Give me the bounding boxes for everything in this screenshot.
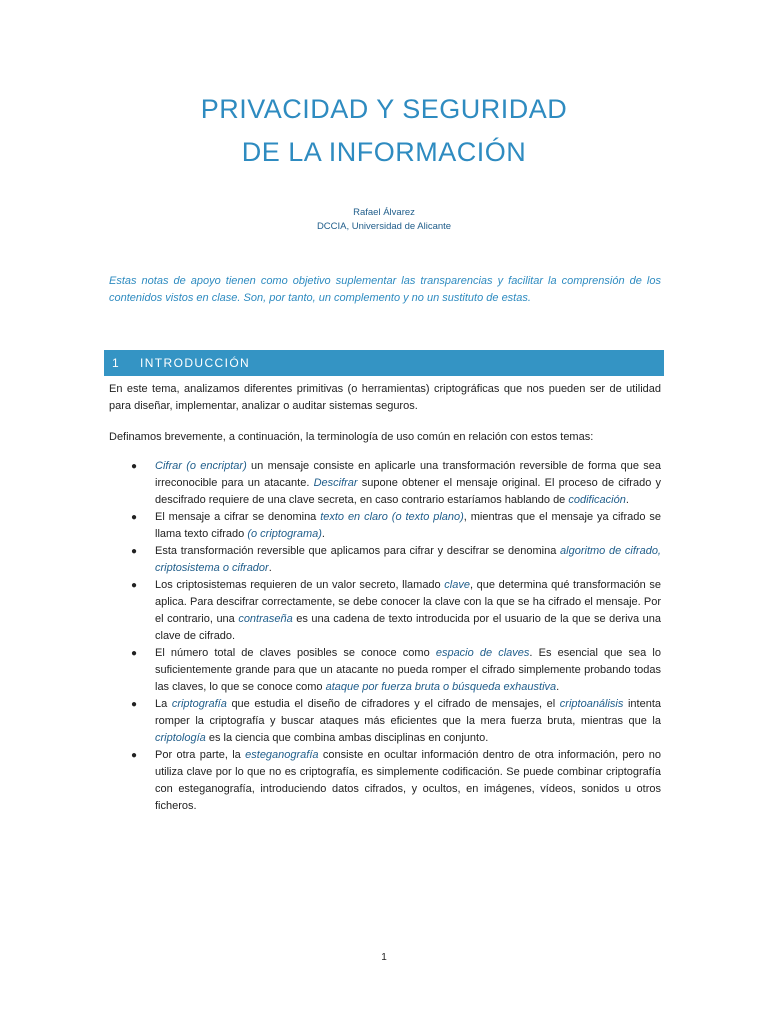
paragraph-definitions: Definamos brevemente, a continuación, la terminología de uso común en relación con estos temas:	[109, 431, 594, 443]
abstract: Estas notas de apoyo tienen como objetivo suplementar las transparencias y facilitar la comprensión de los contenidos vistos en clase. Son, por tanto, un complemento y no un sustituto de estas.	[109, 275, 661, 304]
term-algoritmo-de-cifrado: algoritmo de cifrado, criptosistema o cifrador	[155, 545, 661, 574]
list-item	[109, 577, 661, 645]
term-descifrar: Descifrar	[313, 477, 358, 489]
term-clave: clave	[444, 579, 470, 591]
bullet-icon: ●	[131, 461, 138, 472]
item-text: supone obtener el mensaje original. El proceso de cifrado y descifrado requiere de una clave secreta, en caso contrario estaríamos hablando de	[155, 477, 661, 506]
item-text: , mientras que el mensaje ya cifrado se llama texto cifrado	[155, 511, 662, 540]
list-item	[109, 747, 661, 815]
item-text: es la ciencia que combina ambas disciplinas en conjunto.	[205, 732, 489, 744]
bullet-icon: ●	[131, 580, 138, 591]
list-item	[109, 543, 661, 577]
list-item	[109, 509, 661, 543]
item-text: Los criptosistemas requieren de un valor secreto, llamado	[155, 579, 445, 591]
term-cifrar: Cifrar (o encriptar)	[155, 460, 247, 472]
author-affiliation: DCCIA, Universidad de Alicante	[316, 221, 452, 232]
list-item	[109, 696, 661, 747]
term-codificacion: codificación	[568, 494, 626, 506]
section-title: INTRODUCCIÓN	[140, 356, 251, 370]
list-item	[109, 458, 661, 509]
item-text: .	[268, 562, 272, 574]
item-text: . Es esencial que sea lo suficientemente grande para que un atacante no pueda romper el cifrado simplemente probando todas las claves, lo que se conoce como	[155, 647, 661, 693]
term-criptoanalisis: criptoanálisis	[559, 698, 624, 710]
term-criptologia: criptología	[155, 732, 206, 744]
author-name: Rafael Álvarez	[353, 207, 415, 218]
bullet-icon: ●	[131, 512, 138, 523]
term-esteganografia: esteganografía	[245, 749, 319, 761]
section-number: 1	[112, 356, 121, 370]
term-criptografia: criptografía	[171, 698, 227, 710]
list-item	[109, 645, 661, 696]
item-text: un mensaje consiste en aplicarle una transformación reversible de forma que sea irreconocible para un atacante.	[155, 460, 661, 489]
page-number: 1	[381, 952, 387, 963]
terminology-list	[109, 458, 661, 815]
section-heading	[104, 350, 664, 376]
item-text: intenta romper la criptografía y buscar ataques más eficientes que la mera fuerza bruta, mientras que la	[155, 698, 662, 727]
item-text: , que determina qué transformación se aplica. Para descifrar correctamente, se debe conocer la clave con la que se ha cifrado el mensaje. Por el contrario, una	[155, 579, 662, 625]
item-text: consiste en ocultar información dentro de otra información, pero no utiliza clave por lo que no es criptografía, es simplemente codificación. Se puede combinar criptografía con esteganografía, introduciendo datos cifrados, y ocultos, en imágenes, vídeos, sonidos u otros ficheros.	[155, 749, 661, 812]
author-block	[0, 206, 768, 234]
bullet-icon: ●	[131, 699, 138, 710]
item-text: es una cadena de texto introducida por el usuario de la que se deriva una clave de cifrado.	[155, 613, 662, 642]
item-text: que estudia el diseño de cifradores y el cifrado de mensajes, el	[226, 698, 560, 710]
title-line-1: PRIVACIDAD Y SEGURIDAD	[200, 94, 568, 124]
item-text: El número total de claves posibles se conoce como	[155, 647, 436, 659]
term-texto-en-claro: texto en claro (o texto plano)	[320, 511, 464, 523]
item-text: .	[556, 681, 560, 693]
item-text: La	[155, 698, 172, 710]
item-text: Por otra parte, la	[155, 749, 246, 761]
item-text: .	[321, 528, 325, 540]
item-text: Esta transformación reversible que aplicamos para cifrar y descifrar se denomina	[155, 545, 561, 557]
term-contrasena: contraseña	[238, 613, 293, 625]
term-ataque-fuerza-bruta: ataque por fuerza bruta o búsqueda exhaustiva	[325, 681, 557, 693]
bullet-icon: ●	[131, 546, 138, 557]
item-text: .	[625, 494, 629, 506]
paragraph-intro: En este tema, analizamos diferentes primitivas (o herramientas) criptográficas que nos pueden ser de utilidad para diseñar, implementar, analizar o auditar sistemas seguros.	[109, 383, 661, 412]
title-line-2: DE LA INFORMACIÓN	[241, 137, 527, 167]
bullet-icon: ●	[131, 750, 138, 761]
term-espacio-de-claves: espacio de claves	[435, 647, 530, 659]
bullet-icon: ●	[131, 648, 138, 659]
item-text: El mensaje a cifrar se denomina	[155, 511, 321, 523]
term-criptograma: (o criptograma)	[247, 528, 322, 540]
document-title	[0, 88, 768, 174]
